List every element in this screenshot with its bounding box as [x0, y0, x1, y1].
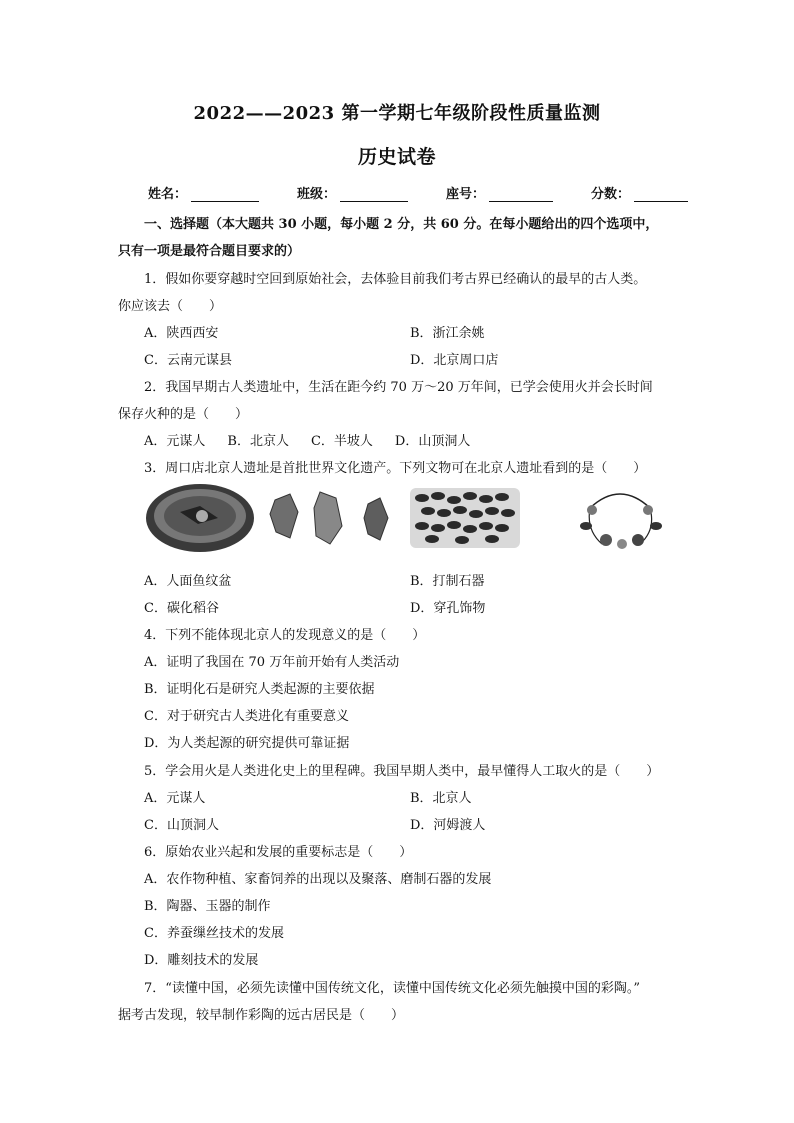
- q2-options: [144, 430, 470, 449]
- score-blank[interactable]: [634, 187, 688, 202]
- class-blank[interactable]: [340, 187, 408, 202]
- seat-label: 座号：: [445, 187, 485, 202]
- q1-option-c[interactable]: C．云南元谋县: [144, 353, 232, 368]
- student-info-row: [148, 183, 688, 202]
- carbonized-grain-image: [410, 488, 520, 548]
- class-field: [297, 183, 408, 202]
- q4-option-c[interactable]: C．对于研究古人类进化有重要意义: [144, 709, 349, 724]
- q1-option-d[interactable]: D．北京周口店: [410, 353, 499, 368]
- question-7-stem: 7．“读懂中国，必须先读懂中国传统文化，读懂中国传统文化必须先触摸中国的彩陶。”: [144, 981, 641, 996]
- q4-option-b[interactable]: B．证明化石是研究人类起源的主要依据: [144, 682, 375, 697]
- q2-option-a[interactable]: A．元谋人: [144, 434, 206, 449]
- name-field: [148, 183, 259, 202]
- section-heading: 一、选择题（本大题共 30 小题，每小题 2 分，共 60 分。在每小题给出的四个选项中，: [144, 217, 659, 232]
- q3-option-a[interactable]: A．人面鱼纹盆: [144, 574, 232, 589]
- q6-option-d[interactable]: D．雕刻技术的发展: [144, 953, 259, 968]
- question-2-stem: 2．我国早期古人类遗址中，生活在距今约 70 万～20 万年间，已学会使用火并会长时间: [144, 380, 653, 395]
- q5-option-a[interactable]: A．元谋人: [144, 791, 206, 806]
- q5-option-d[interactable]: D．河姆渡人: [410, 818, 486, 833]
- question-1-stem: 1．假如你要穿越时空回到原始社会，去体验目前我们考古界已经确认的最早的古人类。: [144, 272, 647, 287]
- name-blank[interactable]: [191, 187, 259, 202]
- exam-title: 2022——2023 第一学期七年级阶段性质量监测: [193, 103, 601, 124]
- score-field: [591, 183, 688, 202]
- stone-tools-image: [270, 492, 388, 544]
- q3-option-c[interactable]: C．碳化稻谷: [144, 601, 219, 616]
- name-label: 姓名：: [148, 187, 188, 202]
- perforated-ornament-image: [580, 494, 662, 549]
- score-label: 分数：: [590, 187, 630, 202]
- exam-subtitle: 历史试卷: [357, 146, 436, 168]
- question-6-stem: 6．原始农业兴起和发展的重要标志是（ ）: [144, 845, 413, 860]
- question-5-stem: 5．学会用火是人类进化史上的里程碑。我国早期人类中，最早懂得人工取火的是（ ）: [144, 764, 660, 779]
- question-7-stem-cont: 据考古发现，较早制作彩陶的远古居民是（ ）: [118, 1008, 405, 1023]
- class-label: 班级：: [296, 187, 336, 202]
- q6-option-a[interactable]: A．农作物种植、家畜饲养的出现以及聚落、磨制石器的发展: [144, 872, 492, 887]
- question-2-stem-cont: 保存火种的是（ ）: [118, 407, 249, 422]
- q2-option-b[interactable]: B．北京人: [227, 434, 289, 449]
- seat-field: [446, 183, 553, 202]
- q1-option-a[interactable]: A．陕西西安: [144, 326, 219, 341]
- q4-option-d[interactable]: D．为人类起源的研究提供可靠证据: [144, 736, 350, 751]
- section-heading-cont: 只有一项是最符合题目要求的）: [118, 244, 301, 259]
- seat-blank[interactable]: [489, 187, 553, 202]
- artifact-images: [140, 478, 680, 558]
- q5-option-c[interactable]: C．山顶洞人: [144, 818, 219, 833]
- question-1-stem-cont: 你应该去（ ）: [118, 299, 223, 314]
- painted-bowl-image: [146, 484, 254, 552]
- question-3-stem: 3．周口店北京人遗址是首批世界文化遗产。下列文物可在北京人遗址看到的是（ ）: [144, 461, 647, 476]
- q3-option-d[interactable]: D．穿孔饰物: [410, 601, 486, 616]
- q2-option-d[interactable]: D．山顶洞人: [394, 434, 471, 449]
- q5-option-b[interactable]: B．北京人: [410, 791, 472, 806]
- q4-option-a[interactable]: A．证明了我国在 70 万年前开始有人类活动: [144, 655, 400, 670]
- q6-option-b[interactable]: B．陶器、玉器的制作: [144, 899, 271, 914]
- q6-option-c[interactable]: C．养蚕缫丝技术的发展: [144, 926, 284, 941]
- question-4-stem: 4．下列不能体现北京人的发现意义的是（ ）: [144, 628, 426, 643]
- q2-option-c[interactable]: C．半坡人: [310, 434, 373, 449]
- q1-option-b[interactable]: B．浙江余姚: [410, 326, 485, 341]
- q3-option-b[interactable]: B．打制石器: [410, 574, 485, 589]
